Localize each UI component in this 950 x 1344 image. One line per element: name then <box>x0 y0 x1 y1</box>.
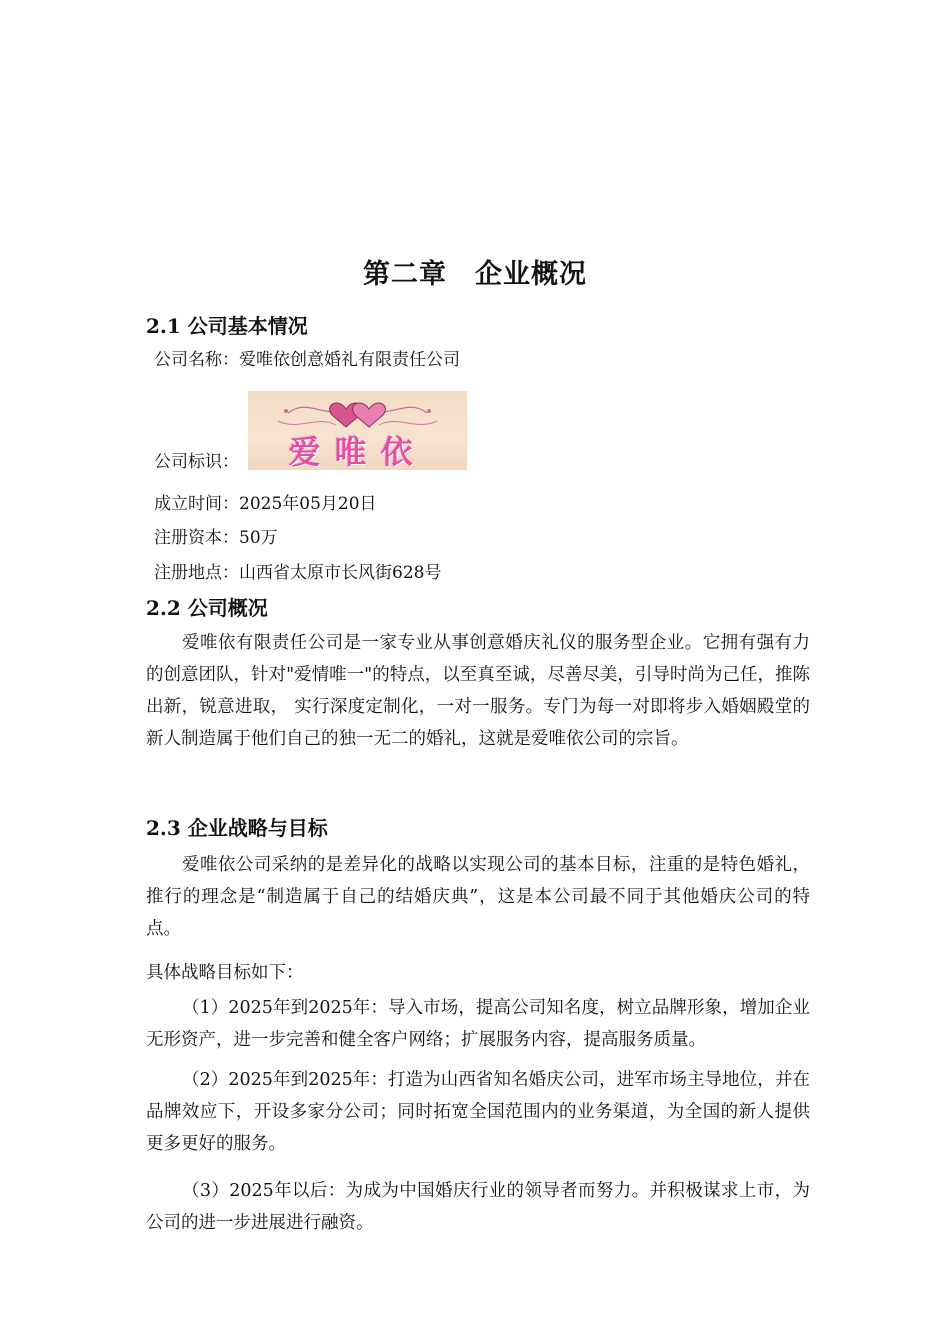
section-heading-2-2: 2.2 公司概况 <box>146 596 268 620</box>
company-overview-paragraph: 爱唯依有限责任公司是一家专业从事创意婚庆礼仪的服务型企业。它拥有强有力的创意团队，针对"爱情唯一"的特点，以至真至诚，尽善尽美，引导时尚为己任，推陈出新，锐意进取， 实行深度定制化，一对一服务。专门为每一对即将步入婚姻殿堂的新人制造属于他们自己的独一无二的婚礼，这就是爱唯依公司的宗旨。 <box>146 633 810 749</box>
strategy-paragraph: 爱唯依公司采纳的是差异化的战略以实现公司的基本目标，注重的是特色婚礼，推行的理念是“制造属于自己的结婚庆典”，这是本公司最不同于其他婚庆公司的特点。 <box>146 855 810 939</box>
chapter-title <box>0 252 950 291</box>
chapter-name: 企业概况 <box>475 259 587 290</box>
chapter-number: 第二章 <box>363 259 447 290</box>
company-name-line: 公司名称：爱唯依创意婚礼有限责任公司 <box>154 350 460 370</box>
section-heading-2-1: 2.1 公司基本情况 <box>146 314 308 338</box>
section-heading-2-3: 2.3 企业战略与目标 <box>146 816 328 840</box>
logo-lettering: 爱唯依 <box>288 433 427 470</box>
logo-label: 公司标识： <box>154 452 239 472</box>
founded-date-line: 成立时间：2025年05月20日 <box>154 494 377 514</box>
goal-item-1: （1）2025年到2025年：导入市场，提高公司知名度，树立品牌形象，增加企业无形资产，进一步完善和健全客户网络；扩展服务内容，提高服务质量。 <box>146 998 810 1050</box>
goal-item-3: （3）2025年以后：为成为中国婚庆行业的领导者而努力。并积极谋求上市，为公司的进一步进展进行融资。 <box>146 1181 810 1233</box>
goal-item-2: （2）2025年到2025年：打造为山西省知名婚庆公司，进军市场主导地位，并在品牌效应下，开设多家分公司；同时拓宽全国范围内的业务渠道，为全国的新人提供更多更好的服务。 <box>146 1070 810 1154</box>
company-logo <box>248 391 467 470</box>
registered-address-line: 注册地点：山西省太原市长风街628号 <box>154 563 442 583</box>
registered-capital-line: 注册资本：50万 <box>154 528 278 548</box>
goals-intro: 具体战略目标如下： <box>146 963 304 983</box>
